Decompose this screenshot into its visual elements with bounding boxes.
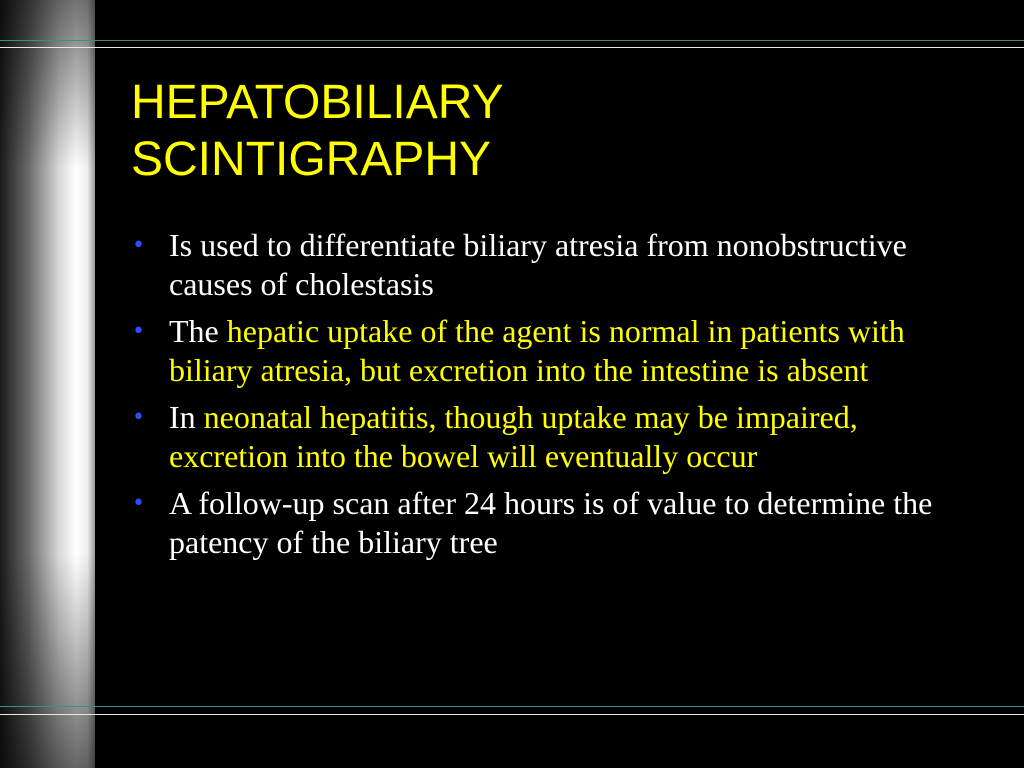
bullet-highlight-text: neonatal hepatitis, though uptake may be impaired, excretion into the bowel will eventually occur	[169, 399, 858, 474]
slide-title-line-2: SCINTIGRAPHY	[131, 133, 492, 186]
bullet-text: In	[169, 399, 204, 435]
bullet-item	[132, 312, 982, 390]
bullet-highlight-text: hepatic uptake of the agent is normal in patients with biliary atresia, but excretion into the intestine is absent	[169, 313, 905, 388]
bullet-text: A follow-up scan after 24 hours is of value to determine the patency of the biliary tree	[169, 485, 933, 560]
top-divider-teal	[0, 40, 1024, 41]
bullet-dot-icon: •	[132, 491, 145, 516]
bullet-item	[132, 226, 982, 304]
bullet-list	[132, 226, 982, 570]
bullet-dot-icon: •	[132, 233, 145, 258]
bottom-divider-white	[0, 714, 1024, 715]
bottom-divider-teal	[0, 706, 1024, 707]
top-divider-white	[0, 47, 1024, 48]
slide-title-line-1: HEPATOBILIARY	[131, 76, 504, 129]
bullet-dot-icon: •	[132, 405, 145, 430]
bullet-text: Is used to differentiate biliary atresia from nonobstructive causes of cholestasis	[169, 227, 907, 302]
side-gradient-bar	[0, 0, 95, 768]
bullet-dot-icon: •	[132, 319, 145, 344]
bullet-item	[132, 484, 982, 562]
slide-title	[131, 74, 991, 188]
bullet-text: The	[169, 313, 227, 349]
bullet-item	[132, 398, 982, 476]
